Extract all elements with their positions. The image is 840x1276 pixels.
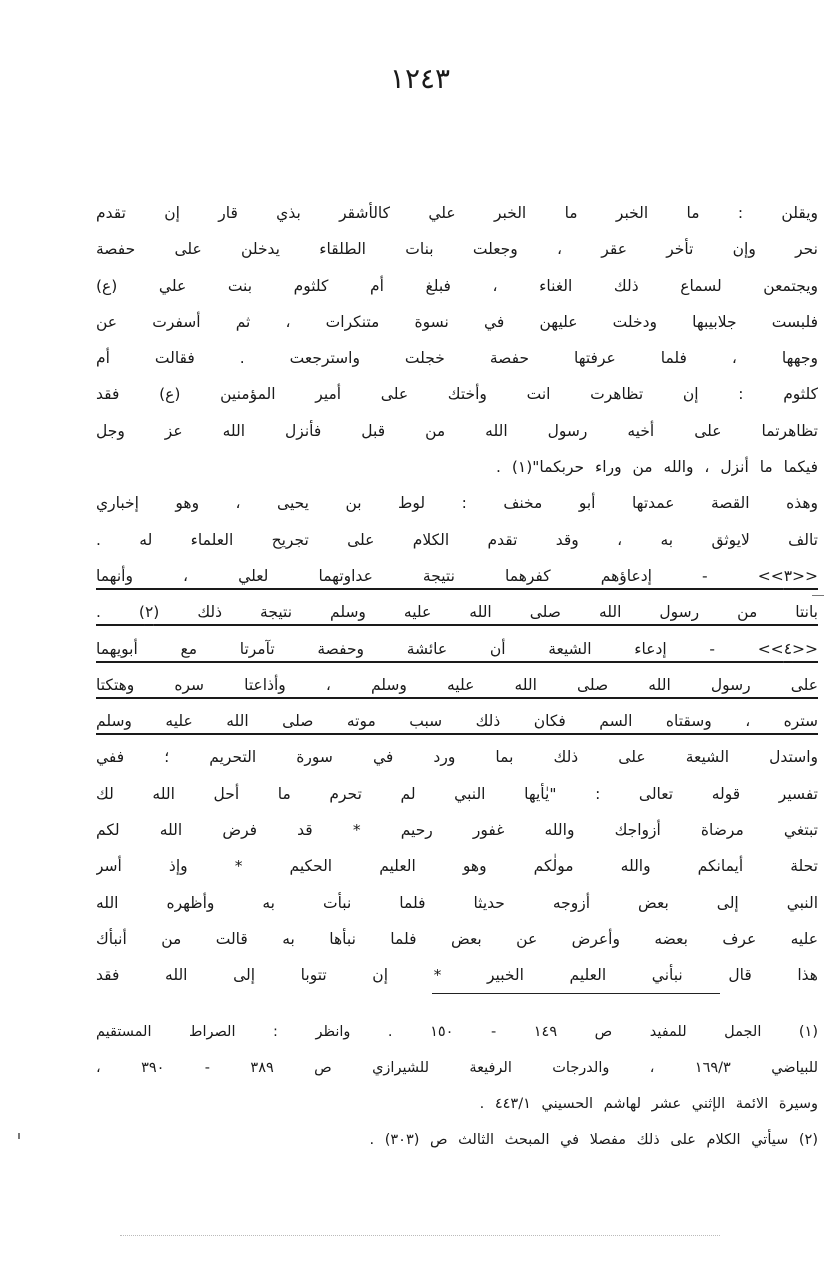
text-line: هذا قال نبأني العليم الخبير * إن تتوبا إلى الله فقد <box>96 966 818 985</box>
text-line: وجهها ، فلما عرفتها حفصة خجلت واسترجعت . فقالت أم <box>96 349 818 368</box>
underlined-heading-line: ستره ، وسقتاه السم فكان ذلك سبب موته صلى الله عليه وسلم <box>96 712 818 731</box>
text-line: تفسير قوله تعالى : "يٰأيها النبي لم تحرم ما أحل الله لك <box>96 784 818 803</box>
footnote-line: للبياضي ١٦٩/٣ ، والدرجات الرفيعة للشيرازي ص ٣٨٩ - ٣٩٠ ، <box>96 1060 818 1076</box>
text-line: تالف لايوثق به ، وقد تقدم الكلام على تجريح العلماء له . <box>96 530 818 549</box>
scan-edge <box>120 1235 720 1236</box>
text-line: كلثوم : إن تظاهرت انت وأختك على أمير المؤمنين (ع) فقد <box>96 385 818 404</box>
text-line: فلبست جلابيبها ودخلت عليهن في نسوة متنكرات ، ثم أسفرت عن <box>96 312 818 331</box>
footnote-line: (٢) سيأتي الكلام على ذلك مفصلا في المبحث الثالث ص (٣٠٣) . <box>369 1132 818 1148</box>
underlined-heading-line: بانتا من رسول الله صلى الله عليه وسلم نتيجة ذلك (٢) . <box>96 603 818 622</box>
underlined-heading-line: <<٣>> - إدعاؤهم كفرهما نتيجة عداوتهما لعلي ، وأنهما <box>96 566 818 585</box>
text-line: عليه عرف بعضه وأعرض عن بعض فلما نبأها به قالت من أنبأك <box>96 929 818 948</box>
text-line: فيكما ما أنزل ، والله من وراء حربكما"(١) . <box>495 458 818 477</box>
footnote-line: (١) الجمل للمفيد ص ١٤٩ - ١٥٠ . وانظر : الصراط المستقيم <box>96 1024 818 1040</box>
text-line: تظاهرتما على أخيه رسول الله من قبل فأنزل الله عز وجل <box>96 421 818 440</box>
text-line: ويجتمعن لسماع ذلك الغناء ، فبلغ أم كلثوم بنت علي (ع) <box>96 276 818 295</box>
text-line: النبي إلى بعض أزوجه حديثا فلما نبأت به وأظهره الله <box>96 893 818 912</box>
text-line: ويقلن : ما الخبر ما الخبر علي كالأشقر بذي قار إن تقدم <box>96 204 818 222</box>
text-line: نحر وإن تأخر عقر ، وجعلت بنات الطلقاء يدخلن على حفصة <box>96 240 818 259</box>
text-line: تحلة أيمانكم والله مولٰكم وهو العليم الحكيم * وإذ أسر <box>96 857 818 876</box>
underlined-heading-line: <<٤>> - إدعاء الشيعة أن عائشة وحفصة تآمرتا مع أبويهما <box>96 639 818 658</box>
footnote-line: وسيرة الائمة الإثني عشر لهاشم الحسيني ٤٤٣/١ . <box>479 1096 818 1112</box>
body-text <box>96 195 818 994</box>
underlined-heading-line: على رسول الله صلى الله عليه وسلم ، وأذاعتا سره وهتكتا <box>96 675 818 694</box>
text-line: وهذه القصة عمدتها أبو مخنف : لوط بن يحيى ، وهو إخباري <box>96 494 818 513</box>
scan-speck <box>18 1133 20 1139</box>
scan-speck <box>812 595 824 596</box>
footnotes <box>96 1014 818 1158</box>
text-line: تبتغي مرضاة أزواجك والله غفور رحيم * قد فرض الله لكم <box>96 821 818 840</box>
footnote-divider <box>432 993 720 994</box>
text-line: واستدل الشيعة على ذلك بما ورد في سورة التحريم ؛ ففي <box>96 748 818 767</box>
page-number: ١٢٤٣ <box>389 62 451 95</box>
